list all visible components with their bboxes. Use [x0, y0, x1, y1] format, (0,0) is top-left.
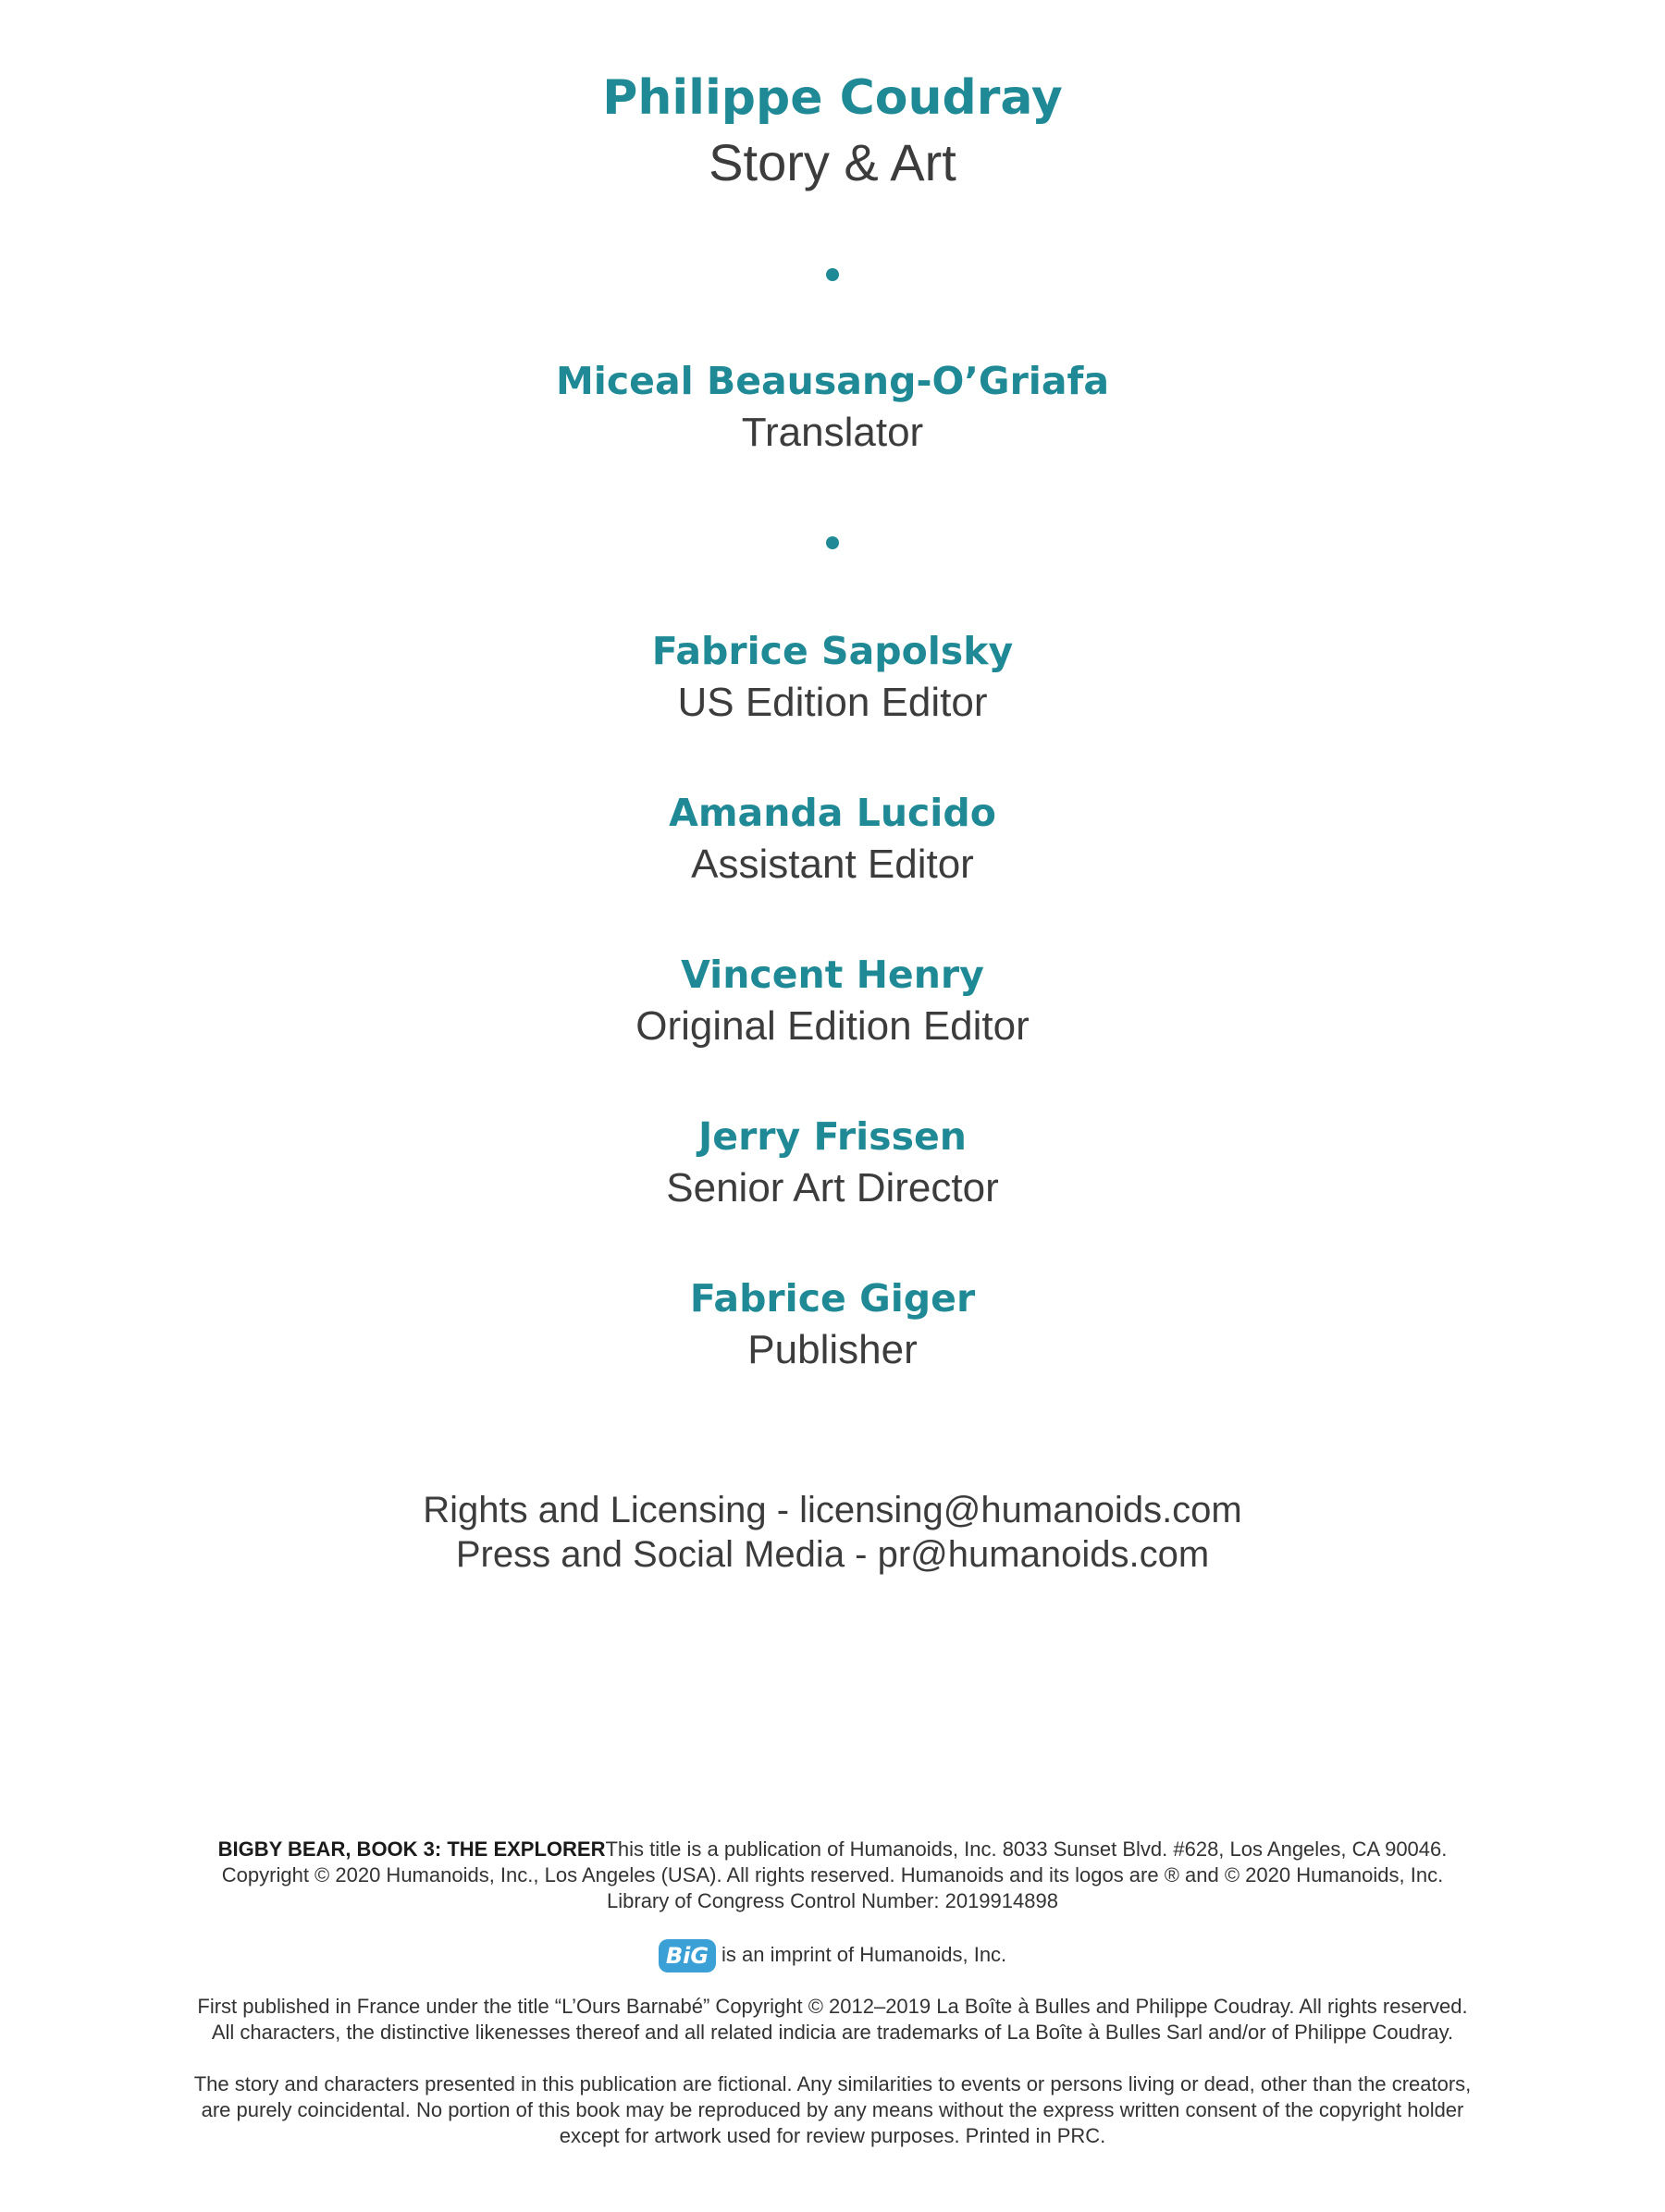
credit-name: Fabrice Giger	[689, 1276, 976, 1321]
credit-name: Vincent Henry	[681, 952, 984, 997]
first-published-line-1: First published in France under the title “L’Ours Barnabé” Copyright © 2012–2019 La Boîte à Bulles and Philippe Coudray. All rights reserved.	[197, 1995, 1468, 2018]
credit-name: Amanda Lucido	[669, 791, 996, 835]
disclaimer-line-1: The story and characters presented in this publication are fictional. Any similarities to events or persons living or dead, other than the creators,	[193, 2072, 1472, 2095]
credit-name: Miceal Beausang-O’Griafa	[555, 359, 1110, 403]
credit-story-art	[0, 67, 1665, 196]
legal-publication-line	[0, 1837, 1665, 1862]
credit-role: Original Edition Editor	[635, 1003, 1030, 1049]
credit-name: Fabrice Sapolsky	[651, 629, 1014, 673]
credit-role: US Edition Editor	[677, 680, 988, 725]
disclaimer-line-2: are purely coincidental. No portion of this book may be reproduced by any means without the express written consent of the copyright holder	[201, 2098, 1464, 2121]
credit-name: Philippe Coudray	[602, 70, 1063, 126]
contact-licensing: Rights and Licensing - licensing@humanoids.com	[423, 1490, 1242, 1530]
credit-publisher	[0, 1273, 1665, 1377]
credit-original-edition-editor	[0, 950, 1665, 1053]
credit-role: Senior Art Director	[666, 1165, 999, 1210]
credit-role: Publisher	[747, 1327, 918, 1372]
contact-press: Press and Social Media - pr@humanoids.com	[455, 1534, 1210, 1575]
credit-senior-art-director	[0, 1112, 1665, 1215]
legal-lccn: Library of Congress Control Number: 2019914898	[607, 1889, 1058, 1912]
imprint-text: is an imprint of Humanoids, Inc.	[722, 1943, 1007, 1966]
imprint-line	[0, 1938, 1665, 1972]
book-title: BIGBY BEAR, BOOK 3: THE EXPLORER	[217, 1837, 606, 1861]
credit-assistant-editor	[0, 788, 1665, 891]
disclaimer-line-3: except for artwork used for review purposes. Printed in PRC.	[559, 2124, 1106, 2147]
legal-copyright: Copyright © 2020 Humanoids, Inc., Los Angeles (USA). All rights reserved. Humanoids and its logos are ® and © 2020 Humanoids, Inc.	[221, 1863, 1444, 1886]
separator-dot	[826, 536, 839, 549]
credit-name: Jerry Frissen	[698, 1114, 967, 1159]
publication-text: This title is a publication of Humanoids, Inc. 8033 Sunset Blvd. #628, Los Angeles, CA 90046.	[605, 1837, 1448, 1861]
credit-translator	[0, 356, 1665, 460]
credit-role: Story & Art	[709, 133, 956, 191]
credit-role: Translator	[741, 410, 924, 455]
credit-us-edition-editor	[0, 626, 1665, 730]
credit-role: Assistant Editor	[691, 842, 974, 887]
first-published-line-2: All characters, the distinctive likenesses thereof and all related indicia are trademarks of La Boîte à Bulles Sarl and/or of Philippe Coudray.	[211, 2021, 1454, 2044]
separator-dot	[826, 268, 839, 281]
big-logo: BiG	[659, 1939, 716, 1972]
